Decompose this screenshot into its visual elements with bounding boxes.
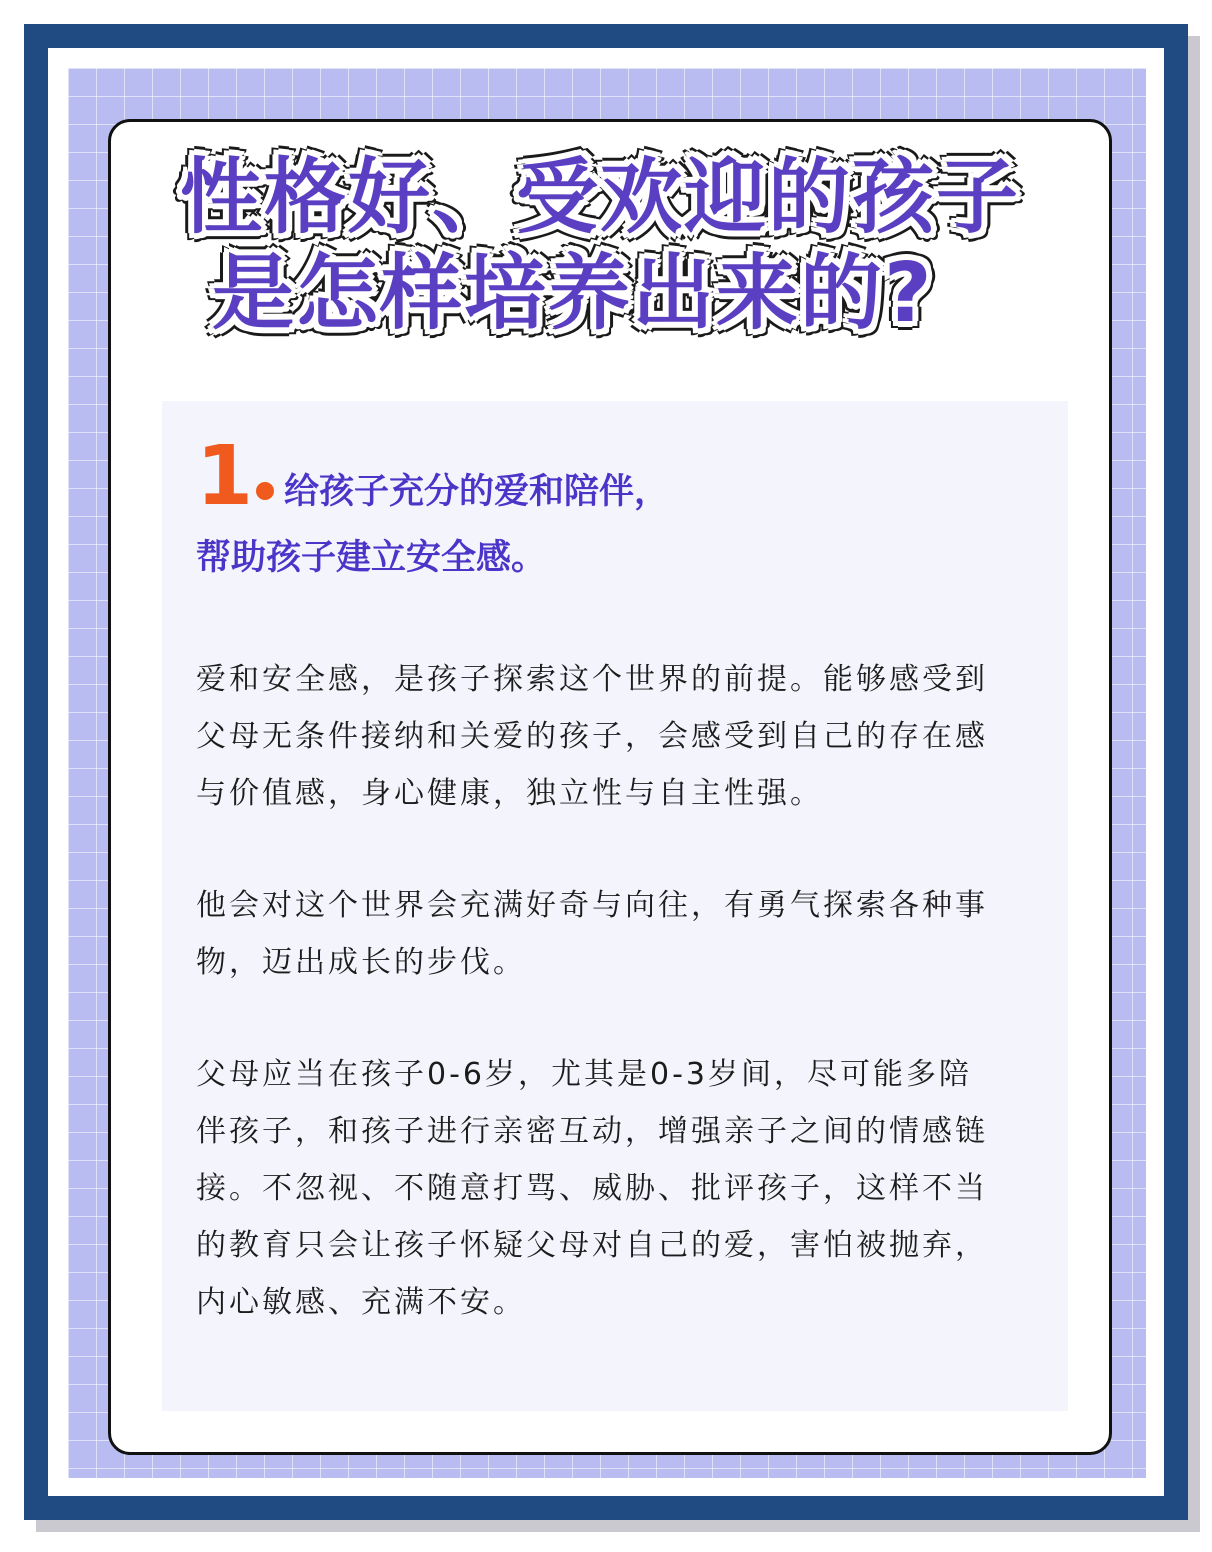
paragraph-line: 的教育只会让孩子怀疑父母对自己的爱，害怕被抛弃， xyxy=(196,1228,988,1263)
page-title-line-1: 性格好、受欢迎的孩子 xyxy=(180,150,1021,245)
paragraph-line: 爱和安全感，是孩子探索这个世界的前提。能够感受到 xyxy=(196,662,988,697)
paragraph-line: 物，迈出成长的步伐。 xyxy=(196,945,526,980)
paragraph-line: 他会对这个世界会充满好奇与向往，有勇气探索各种事 xyxy=(196,888,988,923)
paragraph-line: 伴孩子，和孩子进行亲密互动，增强亲子之间的情感链 xyxy=(196,1114,988,1149)
body-paragraph-3 xyxy=(196,1046,988,1331)
section-heading-line-2: 帮助孩子建立安全感。 xyxy=(196,538,547,578)
section-number: 1 xyxy=(196,429,254,524)
section-heading-line-1: 给孩子充分的爱和陪伴， xyxy=(284,472,670,512)
body-paragraph-2 xyxy=(196,877,988,991)
paragraph-line: 内心敏感、充满不安。 xyxy=(196,1285,526,1320)
paragraph-line: 父母应当在孩子0-6岁，尤其是0-3岁间，尽可能多陪 xyxy=(196,1057,972,1092)
paragraph-line: 父母无条件接纳和关爱的孩子，会感受到自己的存在感 xyxy=(196,719,988,754)
section-number-dot xyxy=(256,482,274,500)
paragraph-line: 接。不忽视、不随意打骂、威胁、批评孩子，这样不当 xyxy=(196,1171,988,1206)
page-title-line-2: 是怎样培养出来的? xyxy=(212,246,934,341)
body-paragraph-1 xyxy=(196,651,988,822)
paragraph-line: 与价值感，身心健康，独立性与自主性强。 xyxy=(196,776,823,811)
